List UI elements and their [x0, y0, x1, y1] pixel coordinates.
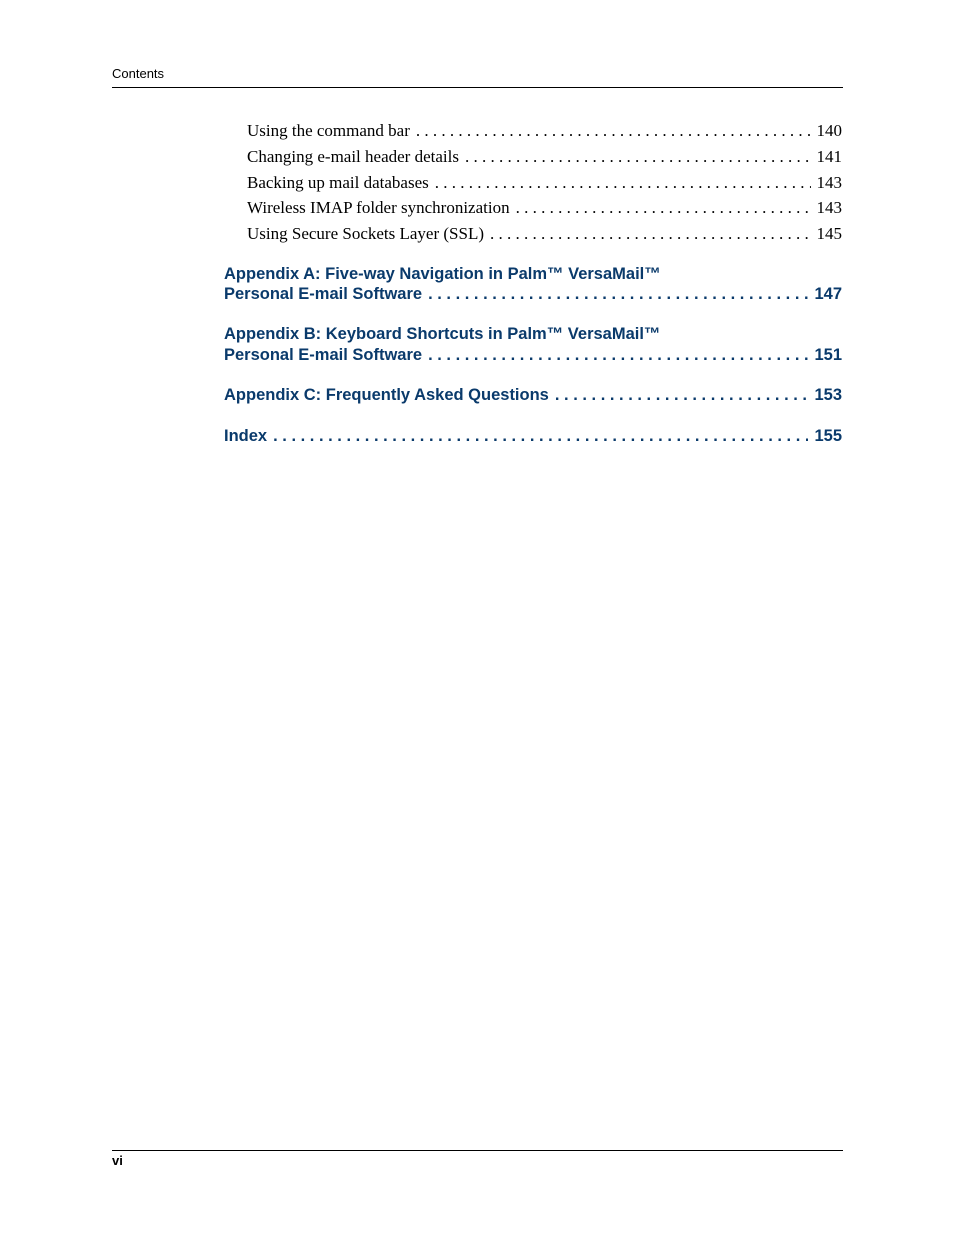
toc-entry-page: 143 [816, 198, 842, 217]
page-number: vi [112, 1153, 123, 1168]
dot-leader [273, 427, 808, 446]
header-rule [112, 87, 843, 88]
running-header: Contents [112, 66, 165, 81]
toc-entry-page: 145 [816, 224, 842, 243]
toc-entry-title: Using the command bar [247, 121, 410, 140]
dot-leader [428, 285, 808, 304]
toc-entry-title: Appendix C: Frequently Asked Questions [224, 386, 549, 404]
toc-entry-page: 153 [814, 386, 842, 404]
toc-entry-title: Changing e-mail header details [247, 147, 459, 166]
toc-entry-changing-header-details[interactable] [247, 147, 842, 167]
toc-entry-title: Using Secure Sockets Layer (SSL) [247, 224, 485, 243]
toc-appendix-c[interactable] [224, 386, 842, 405]
toc-index[interactable] [224, 427, 842, 446]
toc-appendix-b-line1[interactable]: Appendix B: Keyboard Shortcuts in Palm™ VersaMail™ [224, 325, 661, 343]
toc-entry-title: Wireless IMAP folder synchronization [247, 198, 510, 217]
toc-entry-backing-up-mail[interactable] [247, 173, 842, 193]
toc-entry-using-command-bar[interactable] [247, 121, 842, 141]
toc-entry-ssl[interactable] [247, 224, 842, 244]
dot-leader [516, 198, 811, 218]
toc-entry-title: Personal E-mail Software [224, 346, 423, 364]
toc-entry-page: 147 [814, 285, 842, 303]
toc-entry-page: 151 [814, 346, 842, 364]
dot-leader [465, 147, 811, 167]
toc-entry-page: 140 [816, 121, 842, 140]
dot-leader [435, 173, 811, 193]
dot-leader [490, 224, 810, 244]
toc-entry-title: Index [224, 427, 268, 445]
dot-leader [416, 121, 811, 141]
toc-appendix-a-line1[interactable]: Appendix A: Five-way Navigation in Palm™ VersaMail™ [224, 265, 661, 283]
toc-entry-page: 141 [816, 147, 842, 166]
toc-entry-page: 155 [814, 427, 842, 445]
toc-entry-title: Personal E-mail Software [224, 285, 423, 303]
dot-leader [428, 346, 808, 365]
toc-entry-page: 143 [816, 173, 842, 192]
footer-rule [112, 1150, 843, 1151]
toc-entry-title: Backing up mail databases [247, 173, 429, 192]
toc-appendix-a[interactable] [224, 285, 842, 304]
toc-entry-wireless-imap[interactable] [247, 198, 842, 218]
toc-appendix-b[interactable] [224, 346, 842, 365]
dot-leader [555, 386, 809, 405]
